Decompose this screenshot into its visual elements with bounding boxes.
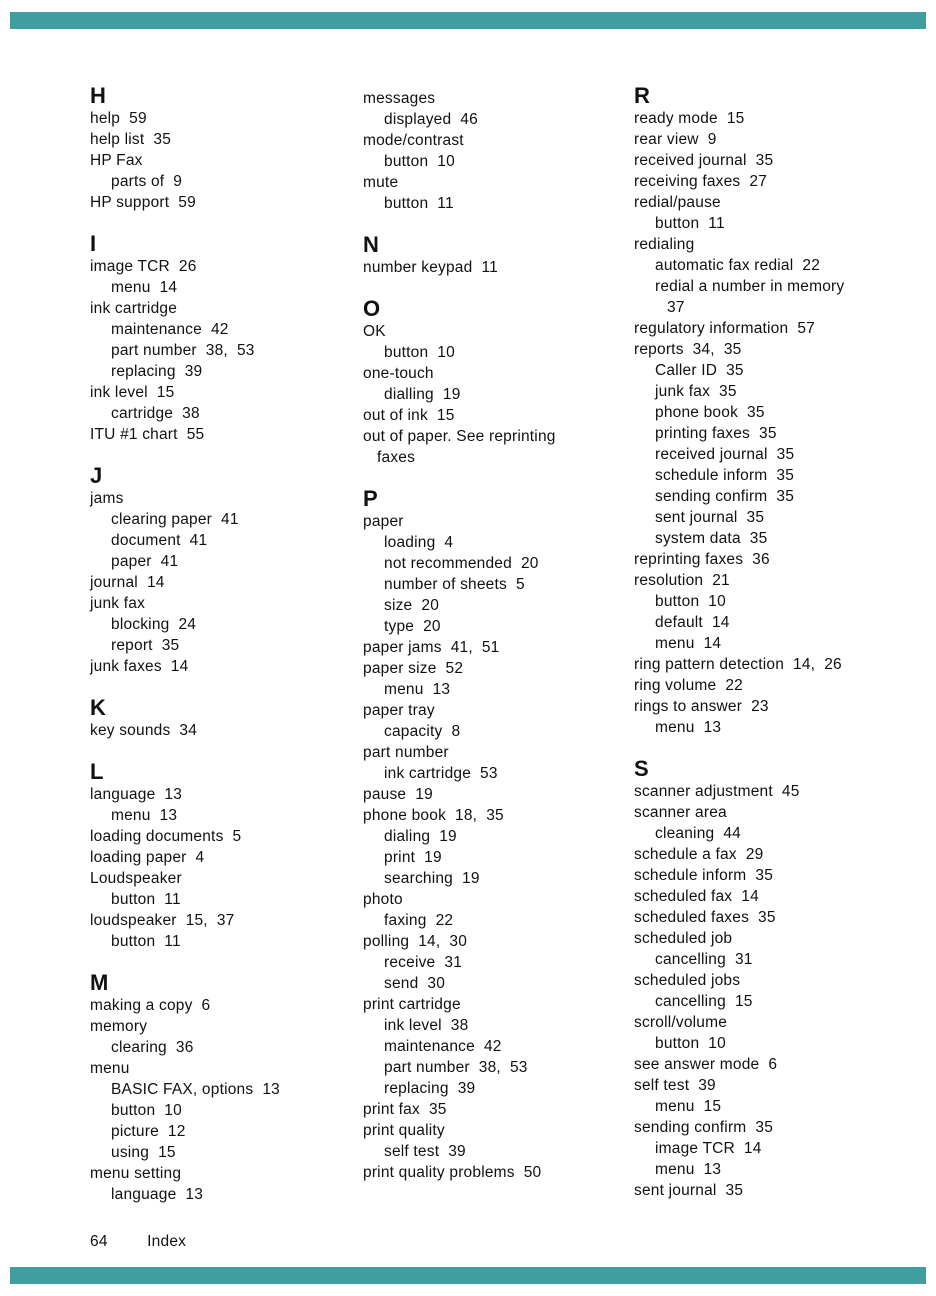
index-subentry: report 35: [111, 637, 180, 654]
section-heading: M: [90, 970, 109, 995]
index-entry: schedule inform 35: [634, 867, 774, 884]
index-entry: rings to answer 23: [634, 698, 769, 715]
index-entry: ring volume 22: [634, 677, 743, 694]
index-subentry: BASIC FAX, options 13: [111, 1081, 280, 1098]
index-entry: menu: [90, 1060, 130, 1077]
page-number: 64: [90, 1233, 108, 1250]
index-entry: schedule a fax 29: [634, 846, 764, 863]
section-heading: N: [363, 232, 380, 257]
index-entry: part number: [363, 744, 449, 761]
index-subentry: ink level 38: [384, 1017, 469, 1034]
index-entry: received journal 35: [634, 152, 774, 169]
index-subentry: menu 13: [384, 681, 451, 698]
index-entry: print fax 35: [363, 1101, 447, 1118]
index-subentry: clearing 36: [111, 1039, 194, 1056]
index-entry: number keypad 11: [363, 259, 498, 276]
index-entry: print quality: [363, 1122, 445, 1139]
index-subentry: clearing paper 41: [111, 511, 239, 528]
index-entry: loudspeaker 15, 37: [90, 912, 235, 929]
index-entry: paper size 52: [363, 660, 464, 677]
section-heading: P: [363, 486, 378, 511]
index-subentry: using 15: [111, 1144, 176, 1161]
index-subentry: displayed 46: [384, 111, 478, 128]
index-subentry: number of sheets 5: [384, 576, 525, 593]
section-heading: H: [90, 83, 107, 108]
index-columns: [90, 83, 936, 1205]
index-subentry: part number 38, 53: [111, 342, 255, 359]
index-subentry: cancelling 31: [655, 951, 753, 968]
footer-section-label: Index: [147, 1233, 187, 1250]
index-subentry: menu 13: [655, 719, 722, 736]
index-subentry: cartridge 38: [111, 405, 200, 422]
index-entry: key sounds 34: [90, 722, 198, 739]
index-subentry: schedule inform 35: [655, 467, 795, 484]
index-subentry: send 30: [384, 975, 446, 992]
index-column-2: [363, 83, 634, 1205]
index-subentry: capacity 8: [384, 723, 461, 740]
index-subentry: blocking 24: [111, 616, 197, 633]
index-entry: out of ink 15: [363, 407, 455, 424]
section-heading: L: [90, 759, 104, 784]
index-subentry: Caller ID 35: [655, 362, 744, 379]
index-entry: reports 34, 35: [634, 341, 742, 358]
index-entry: scheduled job: [634, 930, 733, 947]
index-entry: scroll/volume: [634, 1014, 728, 1031]
index-entry: rear view 9: [634, 131, 717, 148]
index-subentry: button 10: [384, 153, 455, 170]
index-subentry: phone book 35: [655, 404, 765, 421]
index-entry: out of paper. See reprinting: [363, 428, 556, 445]
index-entry: polling 14, 30: [363, 933, 468, 950]
index-subentry: sent journal 35: [655, 509, 765, 526]
index-entry: language 13: [90, 786, 183, 803]
index-entry: redialing: [634, 236, 695, 253]
index-subentry: image TCR 14: [655, 1140, 762, 1157]
index-subentry: redial a number in memory: [655, 278, 845, 295]
index-subentry: button 11: [111, 933, 181, 950]
index-entry: image TCR 26: [90, 258, 197, 275]
index-entry: help list 35: [90, 131, 172, 148]
index-entry: photo: [363, 891, 403, 908]
page-footer: [90, 1232, 186, 1252]
index-entry: one-touch: [363, 365, 434, 382]
index-entry: sent journal 35: [634, 1182, 744, 1199]
index-subentry: searching 19: [384, 870, 480, 887]
index-entry: help 59: [90, 110, 147, 127]
index-entry: ring pattern detection 14, 26: [634, 656, 842, 673]
index-entry: OK: [363, 323, 386, 340]
index-entry: receiving faxes 27: [634, 173, 768, 190]
index-entry: paper: [363, 513, 404, 530]
index-entry: HP Fax: [90, 152, 143, 169]
bottom-rule-bar: [10, 1267, 926, 1284]
index-subentry: button 10: [111, 1102, 182, 1119]
index-entry: print quality problems 50: [363, 1164, 542, 1181]
index-entry: loading documents 5: [90, 828, 242, 845]
index-subentry: printing faxes 35: [655, 425, 777, 442]
section-heading: I: [90, 231, 97, 256]
index-entry: scanner area: [634, 804, 727, 821]
index-entry: ink cartridge: [90, 300, 178, 317]
index-entry: self test 39: [634, 1077, 716, 1094]
index-subentry: self test 39: [384, 1143, 466, 1160]
index-subentry: sending confirm 35: [655, 488, 795, 505]
index-entry: ready mode 15: [634, 110, 745, 127]
index-subentry: button 11: [384, 195, 454, 212]
index-subentry: language 13: [111, 1186, 204, 1203]
index-column-1: [90, 83, 363, 1205]
index-subentry: cancelling 15: [655, 993, 753, 1010]
index-subentry: not recommended 20: [384, 555, 539, 572]
index-subentry: menu 14: [111, 279, 178, 296]
index-entry: jams: [90, 490, 124, 507]
index-entry: ITU #1 chart 55: [90, 426, 205, 443]
index-entry: scheduled fax 14: [634, 888, 759, 905]
index-subentry: system data 35: [655, 530, 768, 547]
index-subentry: maintenance 42: [384, 1038, 502, 1055]
index-entry: mode/contrast: [363, 132, 464, 149]
index-subentry: dialling 19: [384, 386, 461, 403]
index-entry: pause 19: [363, 786, 433, 803]
index-entry: memory: [90, 1018, 148, 1035]
index-subentry: button 10: [655, 1035, 726, 1052]
index-subentry: ink cartridge 53: [384, 765, 498, 782]
index-entry: making a copy 6: [90, 997, 211, 1014]
entry-continuation: 37: [667, 299, 685, 316]
section-heading: K: [90, 695, 107, 720]
index-entry: messages: [363, 90, 436, 107]
index-subentry: size 20: [384, 597, 440, 614]
entry-continuation: faxes: [377, 449, 416, 466]
index-entry: junk faxes 14: [90, 658, 189, 675]
index-subentry: receive 31: [384, 954, 463, 971]
index-subentry: part number 38, 53: [384, 1059, 528, 1076]
index-subentry: print 19: [384, 849, 442, 866]
index-subentry: paper 41: [111, 553, 179, 570]
index-entry: redial/pause: [634, 194, 721, 211]
index-entry: junk fax: [90, 595, 146, 612]
index-subentry: cleaning 44: [655, 825, 741, 842]
index-subentry: picture 12: [111, 1123, 186, 1140]
index-subentry: parts of 9: [111, 173, 183, 190]
index-entry: reprinting faxes 36: [634, 551, 770, 568]
index-entry: resolution 21: [634, 572, 730, 589]
index-subentry: menu 15: [655, 1098, 722, 1115]
index-subentry: document 41: [111, 532, 208, 549]
index-subentry: loading 4: [384, 534, 454, 551]
index-entry: phone book 18, 35: [363, 807, 504, 824]
index-subentry: button 10: [384, 344, 455, 361]
index-subentry: menu 13: [655, 1161, 722, 1178]
index-entry: scheduled faxes 35: [634, 909, 776, 926]
index-entry: regulatory information 57: [634, 320, 815, 337]
index-entry: menu setting: [90, 1165, 182, 1182]
section-heading: S: [634, 756, 649, 781]
index-entry: paper tray: [363, 702, 435, 719]
index-subentry: menu 13: [111, 807, 178, 824]
index-subentry: dialing 19: [384, 828, 457, 845]
index-entry: print cartridge: [363, 996, 461, 1013]
index-subentry: button 11: [655, 215, 725, 232]
index-subentry: faxing 22: [384, 912, 454, 929]
top-rule-bar: [10, 12, 926, 29]
index-subentry: replacing 39: [384, 1080, 476, 1097]
index-entry: see answer mode 6: [634, 1056, 778, 1073]
index-column-3: [634, 83, 936, 1205]
index-subentry: junk fax 35: [655, 383, 737, 400]
section-heading: O: [363, 296, 381, 321]
index-subentry: type 20: [384, 618, 441, 635]
index-subentry: maintenance 42: [111, 321, 229, 338]
section-heading: J: [90, 463, 103, 488]
index-subentry: default 14: [655, 614, 730, 631]
index-entry: scanner adjustment 45: [634, 783, 800, 800]
index-entry: mute: [363, 174, 399, 191]
index-subentry: button 10: [655, 593, 726, 610]
index-entry: sending confirm 35: [634, 1119, 774, 1136]
index-subentry: received journal 35: [655, 446, 795, 463]
section-heading: R: [634, 83, 651, 108]
index-entry: Loudspeaker: [90, 870, 182, 887]
index-subentry: automatic fax redial 22: [655, 257, 821, 274]
index-entry: paper jams 41, 51: [363, 639, 500, 656]
index-entry: HP support 59: [90, 194, 196, 211]
index-entry: journal 14: [90, 574, 165, 591]
index-entry: ink level 15: [90, 384, 175, 401]
index-subentry: replacing 39: [111, 363, 203, 380]
index-subentry: menu 14: [655, 635, 722, 652]
index-entry: scheduled jobs: [634, 972, 741, 989]
index-subentry: button 11: [111, 891, 181, 908]
index-entry: loading paper 4: [90, 849, 205, 866]
